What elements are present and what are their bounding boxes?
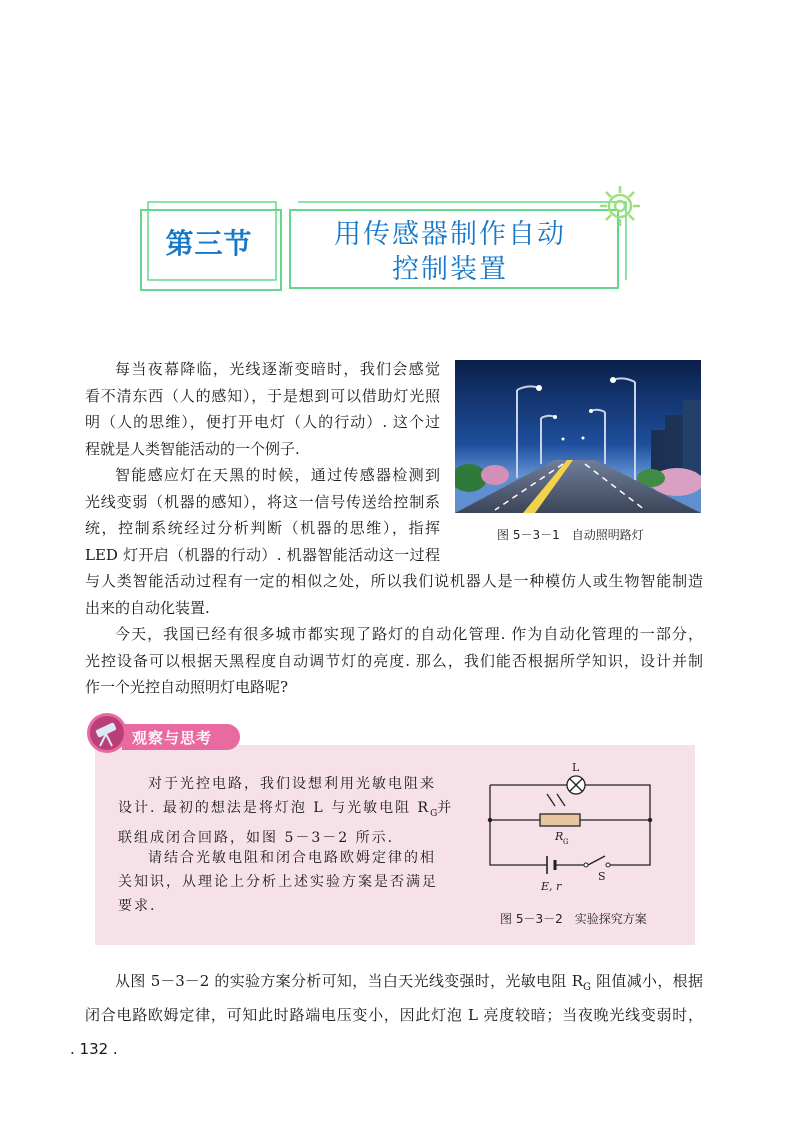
conclusion-paragraph — [85, 968, 703, 1028]
telescope-icon — [86, 712, 128, 754]
page-number: . 132 . — [70, 1040, 118, 1058]
text-line: 要求. — [118, 898, 157, 914]
page-title-line-1: 用传感器制作自动 — [334, 219, 566, 250]
observe-paragraph-2 — [118, 846, 473, 918]
intro-paragraph-2-continued — [85, 568, 703, 621]
switch-label: S — [598, 870, 606, 883]
intro-paragraph-1 — [85, 356, 440, 462]
text-line: 关知识，从理论上分析上述实验方案是否满足 — [118, 874, 438, 890]
text-line: 出来的自动化装置. — [85, 598, 210, 617]
observe-paragraph-1 — [118, 772, 473, 850]
text-line: 作一个光控自动照明灯电路呢? — [85, 678, 289, 696]
text-segment: 从图 5－3－2 的实验方案分析可知，当白天光线变强时，光敏电阻 R — [115, 972, 584, 990]
circuit-diagram — [485, 760, 670, 900]
text-line: 明（人的思维），便打开电灯（人的行动）. 这个过 — [85, 413, 440, 431]
text-line: 智能感应灯在天黑的时候，通过传感器检测到 — [115, 466, 440, 484]
text-line: 请结合光敏电阻和闭合电路欧姆定律的相 — [148, 850, 436, 866]
text-line: 每当夜幕降临，光线逐渐变暗时，我们会感觉 — [115, 360, 440, 378]
resistor-subscript: G — [563, 838, 569, 846]
text-line: 程就是人类智能活动的一个例子. — [85, 439, 300, 458]
source-label: E, r — [541, 880, 562, 893]
page-title-line-2: 控制装置 — [392, 254, 508, 285]
text-line: 今天，我国已经有很多城市都实现了路灯的自动化管理. 作为自动化管理的一部分， — [115, 625, 703, 643]
text-line: 光控设备可以根据天黑程度自动调节灯的亮度. 那么，我们能否根据所学知识，设计并制 — [85, 651, 703, 670]
figure-2-caption: 图 5－3－2 实验探究方案 — [500, 912, 647, 926]
resistor-label: R — [555, 830, 564, 843]
text-line: 看不清东西（人的感知），于是想到可以借助灯光照 — [85, 386, 440, 405]
text-line: 与人类智能活动过程有一定的相似之处，所以我们说机器人是一种模仿人或生物智能制造 — [85, 572, 703, 590]
text-line: 对于光控电路，我们设想利用光敏电阻来 — [148, 776, 436, 792]
subscript: G — [430, 808, 438, 819]
text-segment: 阻值减小，根据 — [591, 972, 703, 990]
street-lights-photo — [455, 360, 701, 513]
text-line — [118, 796, 473, 826]
text-line: 统，控制系统经过分析判断（机器的思维），指挥 — [85, 519, 440, 537]
text-line: 光线变弱（机器的感知），将这一信号传送给控制系 — [85, 492, 440, 511]
figure-1-caption: 图 5－3－1 自动照明路灯 — [497, 528, 644, 542]
text-segment: 并 — [437, 800, 454, 816]
intro-paragraph-3 — [85, 621, 703, 701]
text-line — [85, 968, 703, 1002]
section-label: 第三节 — [165, 227, 253, 260]
text-line: LED 灯开启（机器的行动）. 机器智能活动这一过程 — [85, 545, 440, 564]
gear-icon — [596, 182, 644, 230]
intro-paragraph-2 — [85, 462, 440, 568]
lamp-label: L — [572, 761, 580, 774]
text-segment: 设计. 最初的想法是将灯泡 L 与光敏电阻 R — [118, 800, 431, 816]
observe-think-title: 观察与思考 — [132, 729, 213, 747]
subscript: G — [583, 982, 592, 993]
text-line: 联组成闭合回路，如图 5－3－2 所示. — [118, 829, 395, 846]
text-line: 闭合电路欧姆定律，可知此时路端电压变小，因此灯泡 L 亮度较暗；当夜晚光线变弱时， — [85, 1005, 703, 1024]
